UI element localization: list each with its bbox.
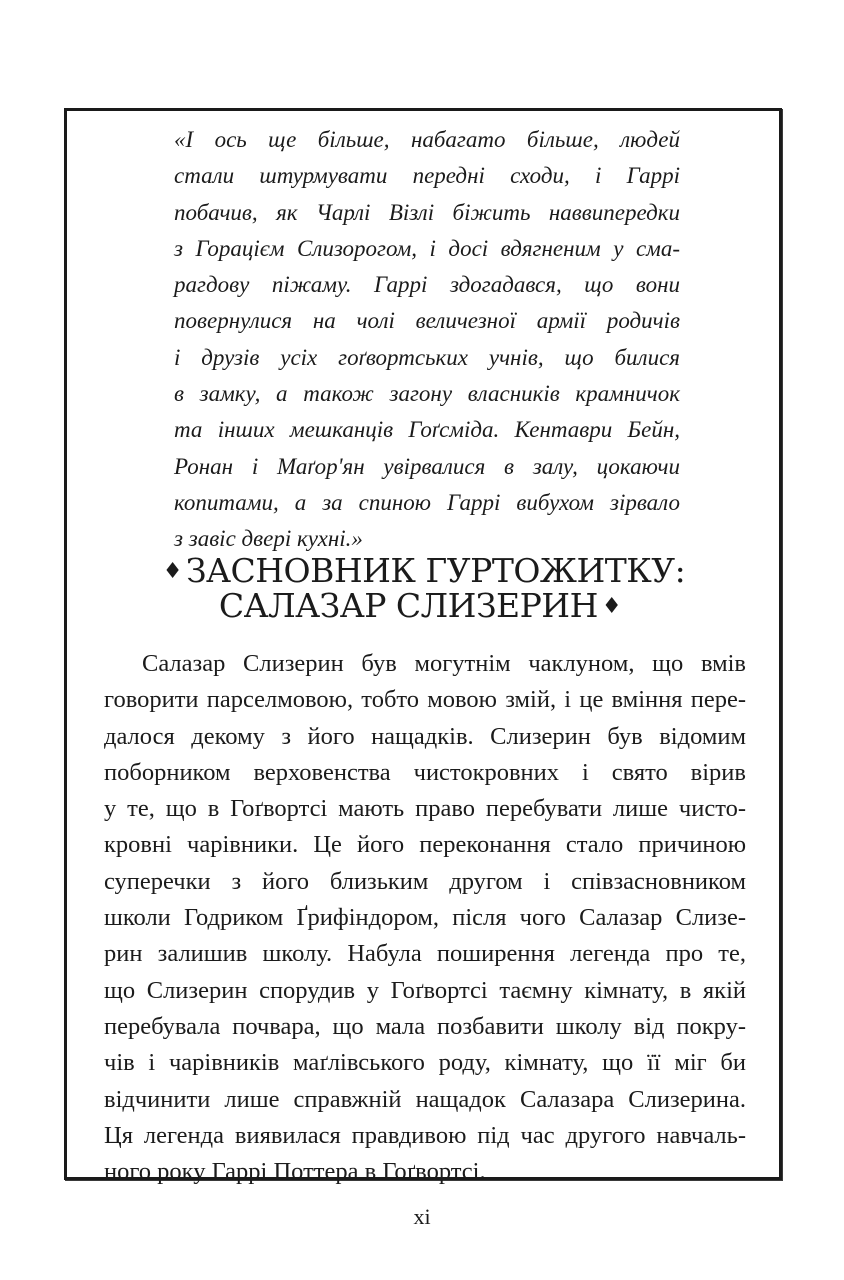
body-line: що Слизерин спорудив у Гоґвортсі таємну кімнату, в якій (104, 976, 746, 1004)
quote-line: копитами, а за спиною Гаррі вибухом зірвало (174, 489, 680, 515)
page-number: xi (413, 1204, 431, 1229)
diamond-ornament-icon: ♦ (601, 594, 622, 619)
quote-line: з завіс двері кухні.» (174, 526, 363, 552)
quote-line: Ронан і Маґор'ян увірвалися в залу, цокаючи (174, 453, 680, 479)
body-line: чів і чарівників маґлівського роду, кімнату, що її міг би (104, 1049, 746, 1077)
quote-line: та інших мешканців Гоґсміда. Кентаври Бейн, (174, 417, 680, 443)
body-line: рин залишив школу. Набула поширення легенда про те, (104, 940, 746, 968)
body-line: у те, що в Гоґвортсі мають право перебувати лише чисто- (104, 795, 746, 823)
quote-line: з Горацієм Слизорогом, і досі вдягненим у сма- (174, 235, 680, 261)
body-line: школи Годриком Ґрифіндором, після чого Салазар Слизе- (104, 904, 746, 932)
section-title-line1: ЗАСНОВНИК ГУРТОЖИТКУ: (185, 551, 686, 590)
body-line: поборником верховенства чистокровних і свято вірив (104, 758, 746, 786)
body-paragraph (104, 646, 746, 1190)
body-line: говорити парселмовою, тобто мовою змій, і це вміння пере- (104, 686, 746, 714)
section-title-line2: САЛАЗАР СЛИЗЕРИН (218, 586, 598, 625)
body-line: суперечки з його близьким другом і співзасновником (104, 867, 746, 895)
body-line: відчинити лише справжній нащадок Салазара Слизерина. (104, 1085, 746, 1113)
diamond-ornament-icon: ♦ (162, 559, 182, 584)
quote-line: в замку, а також загону власників крамничок (174, 381, 680, 407)
section-heading-line2 (100, 586, 744, 627)
quote-line: стали штурмувати передні сходи, і Гаррі (174, 163, 680, 189)
quote-line: повернулися на чолі величезної армії родичів (174, 308, 680, 334)
quote-line: «І ось ще більше, набагато більше, людей (174, 127, 680, 152)
body-line: далося декому з його нащадків. Слизерин був відомим (104, 722, 746, 750)
body-line: Салазар Слизерин був могутнім чаклуном, що вмів (142, 650, 746, 677)
quote-line: і друзів усіх гоґвортських учнів, що билися (174, 344, 680, 370)
quote-line: рагдову піжаму. Гаррі здогадався, що вони (174, 272, 680, 298)
epigraph-quote (174, 122, 680, 558)
quote-line: побачив, як Чарлі Візлі біжить наввипередки (174, 199, 680, 225)
body-line: ного року Гаррі Поттера в Гоґвортсі. (104, 1158, 486, 1186)
body-line: Ця легенда виявилася правдивою під час другого навчаль- (104, 1121, 746, 1149)
body-line: кровні чарівники. Це його переконання стало причиною (104, 831, 746, 859)
body-line: перебувала почвара, що мала позбавити школу від покру- (104, 1012, 746, 1040)
